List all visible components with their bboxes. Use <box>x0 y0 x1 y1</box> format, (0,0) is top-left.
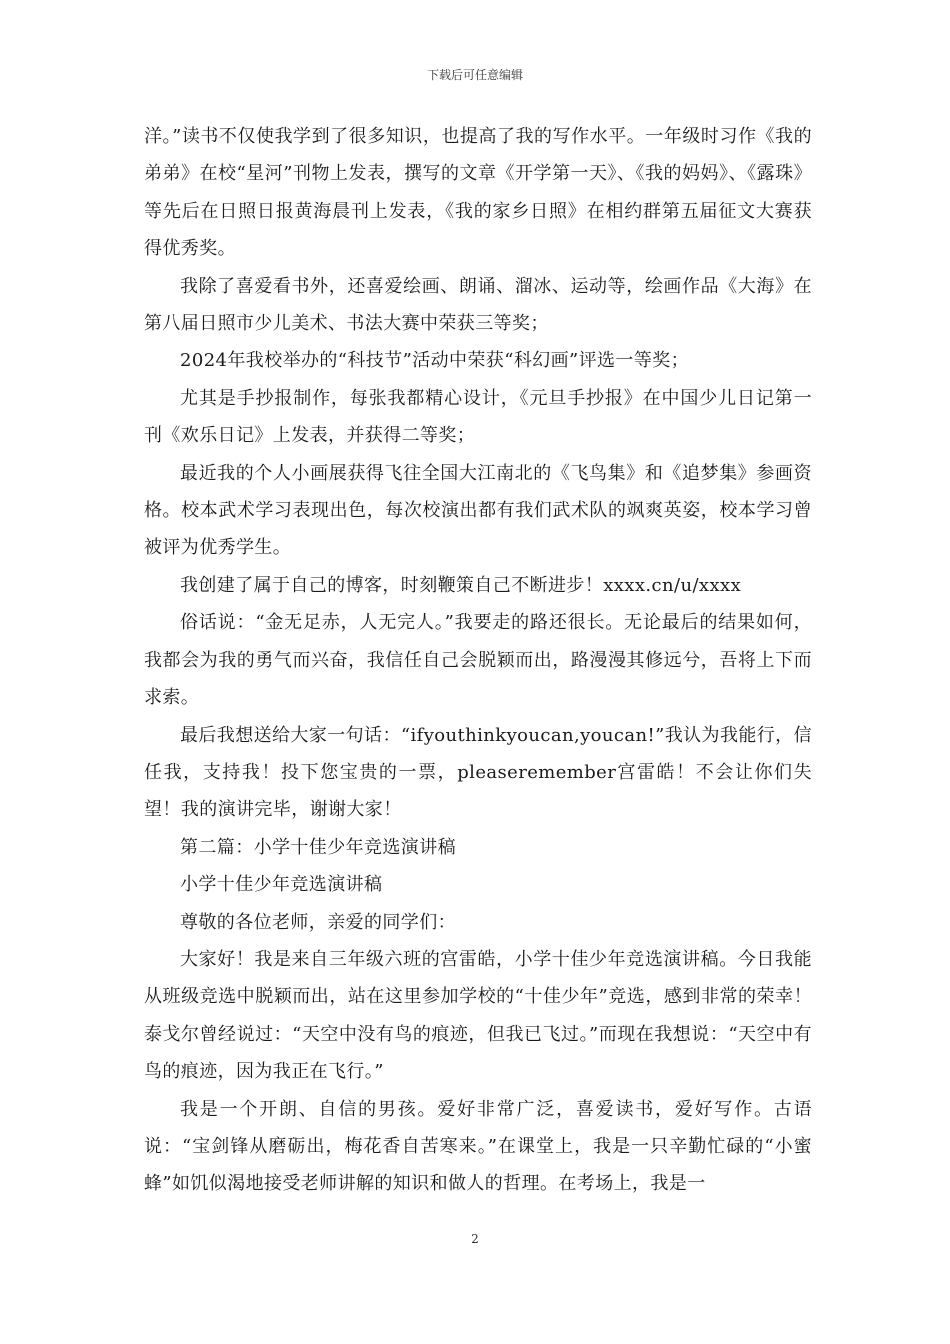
paragraph: 大家好！我是来自三年级六班的宫雷皓，小学十佳少年竞选演讲稿。今日我能从班级竞选中脱颖而出，站在这里参加学校的“十佳少年”竞选，感到非常的荣幸！泰戈尔曾经说过：“天空中没有鸟的痕迹，但我已飞过。”而现在我想说：“天空中有鸟的痕迹，因为我正在飞行。” <box>144 948 812 1083</box>
salutation: 尊敬的各位老师，亲爱的同学们： <box>180 911 456 933</box>
section-heading: 第二篇：小学十佳少年竞选演讲稿 <box>180 836 456 858</box>
document-title: 小学十佳少年竞选演讲稿 <box>180 874 383 896</box>
paragraph: 最后我想送给大家一句话：“ifyouthinkyoucan,youcan!”我认为我能行，信任我，支持我！投下您宝贵的一票，pleaseremember宫雷皓！不会让你们失望！我的演讲完毕，谢谢大家！ <box>144 724 812 821</box>
paragraph: 我是一个开朗、自信的男孩。爱好非常广泛，喜爱读书，爱好写作。古语说：“宝剑锋从磨砺出，梅花香自苦寒来。”在课堂上，我是一只辛勤忙碌的“小蜜蜂”如饥似渴地接受老师讲解的知识和做人的哲理。在考场上，我是一 <box>144 1098 812 1195</box>
paragraph: 我创建了属于自己的博客，时刻鞭策自己不断进步！xxxx.cn/u/xxxx <box>180 574 742 596</box>
paragraph: 2024年我校举办的“科技节”活动中荣获“科幻画”评选一等奖； <box>180 350 690 372</box>
page-header-note: 下载后可任意编辑 <box>426 68 523 82</box>
paragraph: 最近我的个人小画展获得飞往全国大江南北的《飞鸟集》和《追梦集》参画资格。校本武术学习表现出色，每次校演出都有我们武术队的飒爽英姿，校本学习曾被评为优秀学生。 <box>144 462 812 559</box>
paragraph: 尤其是手抄报制作，每张我都精心设计，《元旦手抄报》在中国少儿日记第一刊《欢乐日记》上发表，并获得二等奖； <box>144 387 812 447</box>
paragraph: 洋。”读书不仅使我学到了很多知识，也提高了我的写作水平。一年级时习作《我的弟弟》在校“星河”刊物上发表，撰写的文章《开学第一天》、《我的妈妈》、《露珠》等先后在日照日报黄海晨刊上发表，《我的家乡日照》在相约群第五届征文大赛获得优秀奖。 <box>144 126 812 260</box>
paragraph: 我除了喜爱看书外，还喜爱绘画、朗诵、溜冰、运动等，绘画作品《大海》在第八届日照市少儿美术、书法大赛中荣获三等奖； <box>144 275 812 335</box>
document-body <box>144 118 812 1203</box>
page-number: 2 <box>471 1232 479 1246</box>
paragraph: 俗话说：“金无足赤，人无完人。”我要走的路还很长。无论最后的结果如何，我都会为我的勇气而兴奋，我信任自己会脱颖而出，路漫漫其修远兮，吾将上下而求索。 <box>144 612 812 709</box>
